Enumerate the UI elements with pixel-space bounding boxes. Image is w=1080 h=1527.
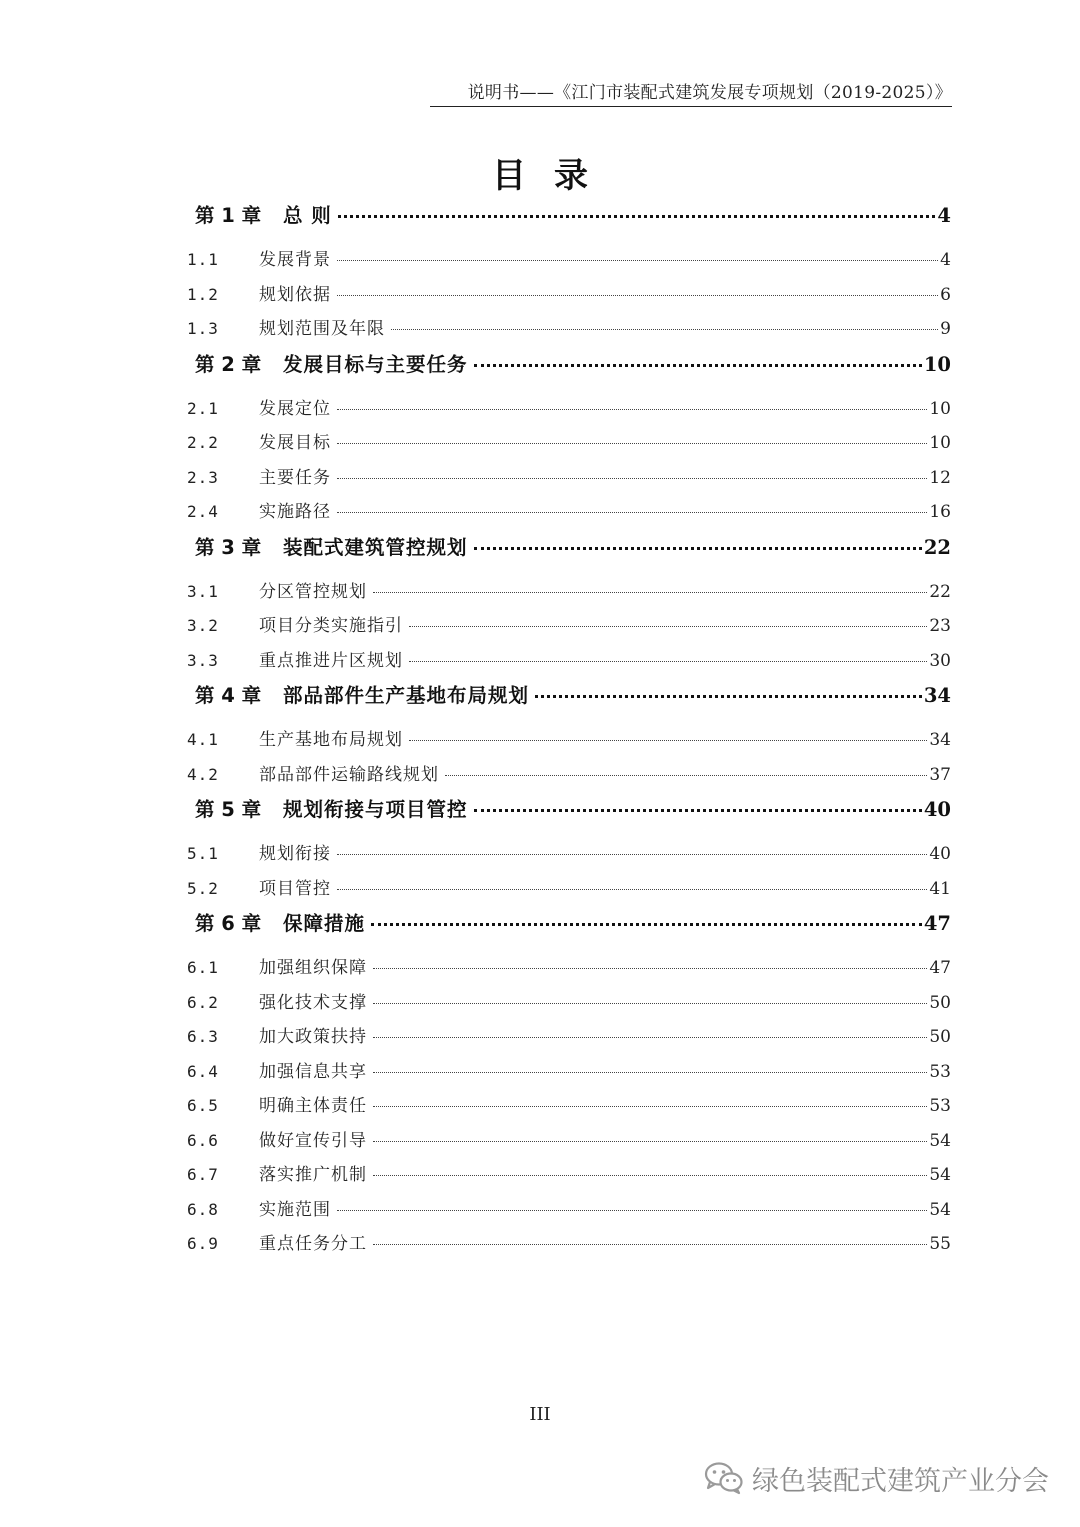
chapter-title: 总 则: [283, 204, 332, 227]
dot-leader: [337, 512, 927, 513]
section-page-number: 53: [929, 1096, 951, 1116]
dot-leader: [337, 854, 927, 855]
section-page-number: 47: [929, 958, 951, 978]
toc-section-entry[interactable]: [187, 646, 951, 681]
section-title: 实施范围: [259, 1199, 331, 1220]
dot-leader: [474, 547, 922, 550]
section-number: 1.2: [187, 284, 219, 304]
chapter-page-number: 47: [923, 912, 951, 935]
dot-leader: [373, 1244, 927, 1245]
section-number: 4.1: [187, 730, 219, 749]
section-page-number: 53: [929, 1061, 951, 1082]
section-page-number: 6: [940, 284, 951, 305]
chapter-title: 装配式建筑管控规划: [283, 535, 468, 559]
section-page-number: 54: [929, 1199, 951, 1220]
section-number: 6.7: [187, 1165, 219, 1184]
toc-section-entry[interactable]: [187, 1160, 951, 1195]
section-title: 明确主体责任: [259, 1096, 367, 1116]
section-title: 项目管控: [259, 878, 331, 899]
section-number: 3.2: [187, 616, 219, 635]
toc-section-entry[interactable]: [187, 245, 951, 280]
toc-section-entry[interactable]: [187, 725, 951, 760]
toc-chapter-entry[interactable]: [187, 794, 951, 839]
toc-section-entry[interactable]: [187, 463, 951, 498]
section-page-number: 50: [929, 992, 951, 1013]
section-number: 6.9: [187, 1234, 219, 1253]
section-title: 落实推广机制: [259, 1165, 367, 1185]
dot-leader: [337, 443, 927, 444]
toc-section-entry[interactable]: [187, 953, 951, 988]
dot-leader: [337, 889, 927, 890]
section-page-number: 12: [929, 467, 951, 488]
section-title: 规划依据: [259, 284, 331, 305]
dot-leader: [409, 661, 927, 662]
toc-section-entry[interactable]: [187, 1022, 951, 1057]
dot-leader: [373, 592, 927, 593]
chapter-number: 第 6 章: [195, 912, 262, 935]
section-number: 2.4: [187, 502, 219, 521]
section-title: 加强组织保障: [259, 958, 367, 978]
section-title: 部品部件运输路线规划: [259, 764, 439, 785]
section-number: 4.2: [187, 764, 219, 784]
chapter-page-number: 40: [923, 798, 951, 821]
section-page-number: 23: [929, 616, 951, 636]
section-title: 项目分类实施指引: [259, 616, 403, 636]
section-title: 规划范围及年限: [259, 319, 385, 339]
chapter-page-number: 10: [923, 352, 951, 376]
section-number: 6.3: [187, 1027, 219, 1046]
section-title: 分区管控规划: [259, 581, 367, 602]
section-page-number: 9: [940, 319, 951, 339]
section-number: 6.8: [187, 1199, 219, 1219]
dot-leader: [337, 1210, 927, 1211]
toc-chapter-entry[interactable]: [187, 680, 951, 725]
section-title: 发展目标: [259, 433, 331, 453]
toc-section-entry[interactable]: [187, 611, 951, 646]
section-page-number: 54: [929, 1165, 951, 1185]
toc-section-entry[interactable]: [187, 428, 951, 463]
watermark-text: 绿色装配式建筑产业分会: [752, 1465, 1049, 1497]
chapter-title: 保障措施: [283, 912, 366, 935]
toc-section-entry[interactable]: [187, 1229, 951, 1264]
toc-section-entry[interactable]: [187, 1126, 951, 1161]
section-page-number: 10: [929, 433, 951, 453]
toc-section-entry[interactable]: [187, 394, 951, 429]
section-page-number: 50: [929, 1027, 951, 1047]
toc-chapter-entry[interactable]: [187, 200, 951, 245]
chapter-page-number: 22: [923, 535, 951, 559]
section-title: 做好宣传引导: [259, 1130, 367, 1151]
toc-section-entry[interactable]: [187, 839, 951, 874]
section-number: 6.1: [187, 958, 219, 977]
document-header: 说明书——《江门市装配式建筑发展专项规划（2019-2025）》: [430, 78, 952, 107]
dot-leader: [409, 740, 927, 741]
section-title: 实施路径: [259, 502, 331, 522]
toc-section-entry[interactable]: [187, 760, 951, 795]
toc-section-entry[interactable]: [187, 988, 951, 1023]
section-page-number: 16: [929, 502, 951, 522]
section-page-number: 30: [929, 650, 951, 671]
chapter-number: 第 5 章: [195, 798, 262, 821]
dot-leader: [474, 809, 922, 812]
chapter-number: 第 1 章: [195, 204, 262, 227]
toc-chapter-entry[interactable]: [187, 532, 951, 577]
toc-chapter-entry[interactable]: [187, 349, 951, 394]
section-page-number: 10: [929, 398, 951, 419]
section-page-number: 37: [929, 764, 951, 785]
dot-leader: [445, 775, 927, 776]
toc-section-entry[interactable]: [187, 314, 951, 349]
toc-section-entry[interactable]: [187, 1195, 951, 1230]
section-title: 生产基地布局规划: [259, 730, 403, 750]
dot-leader: [409, 626, 927, 627]
dot-leader: [474, 364, 922, 367]
dot-leader: [373, 1141, 927, 1142]
dot-leader: [373, 1072, 927, 1073]
section-title: 重点任务分工: [259, 1234, 367, 1254]
chapter-page-number: 34: [923, 684, 951, 707]
chapter-number: 第 3 章: [195, 535, 262, 559]
section-title: 主要任务: [259, 467, 331, 488]
section-number: 6.2: [187, 992, 219, 1012]
section-number: 2.2: [187, 433, 219, 452]
dot-leader: [337, 295, 938, 296]
section-number: 6.6: [187, 1130, 219, 1150]
section-page-number: 40: [929, 844, 951, 864]
chapter-number: 第 4 章: [195, 684, 262, 707]
toc-section-entry[interactable]: [187, 874, 951, 909]
section-number: 6.5: [187, 1096, 219, 1115]
dot-leader: [391, 329, 938, 330]
chapter-title: 部品部件生产基地布局规划: [283, 684, 530, 707]
section-number: 1.3: [187, 319, 219, 338]
dot-leader: [535, 695, 922, 698]
toc-section-entry[interactable]: [187, 1091, 951, 1126]
section-page-number: 22: [929, 581, 951, 602]
section-title: 规划衔接: [259, 844, 331, 864]
toc-section-entry[interactable]: [187, 497, 951, 532]
chapter-page-number: 4: [937, 204, 951, 227]
toc-title: 目录: [492, 156, 616, 196]
section-page-number: 41: [929, 878, 951, 899]
section-number: 3.1: [187, 581, 219, 601]
watermark: [704, 1456, 1049, 1500]
section-page-number: 55: [929, 1234, 951, 1254]
dot-leader: [338, 215, 936, 218]
section-number: 5.1: [187, 844, 219, 863]
dot-leader: [371, 923, 922, 926]
page-number: III: [529, 1404, 551, 1425]
section-page-number: 54: [929, 1130, 951, 1151]
dot-leader: [337, 478, 927, 479]
table-of-contents: [187, 200, 951, 1264]
section-title: 加强信息共享: [259, 1061, 367, 1082]
section-page-number: 34: [929, 730, 951, 750]
section-number: 2.1: [187, 398, 219, 418]
section-title: 强化技术支撑: [259, 992, 367, 1013]
chapter-title: 发展目标与主要任务: [283, 352, 468, 376]
section-number: 6.4: [187, 1061, 219, 1081]
toc-section-entry[interactable]: [187, 280, 951, 315]
dot-leader: [373, 968, 927, 969]
section-number: 2.3: [187, 467, 219, 487]
section-title: 发展定位: [259, 398, 331, 419]
dot-leader: [337, 260, 938, 261]
section-title: 发展背景: [259, 250, 331, 270]
dot-leader: [337, 409, 927, 410]
toc-section-entry[interactable]: [187, 1057, 951, 1092]
chapter-number: 第 2 章: [195, 352, 262, 376]
section-number: 5.2: [187, 878, 219, 898]
section-page-number: 4: [940, 250, 951, 270]
section-title: 重点推进片区规划: [259, 650, 403, 671]
wechat-icon: [704, 1461, 744, 1495]
section-number: 3.3: [187, 650, 219, 670]
section-title: 加大政策扶持: [259, 1027, 367, 1047]
toc-section-entry[interactable]: [187, 577, 951, 612]
dot-leader: [373, 1037, 927, 1038]
dot-leader: [373, 1003, 927, 1004]
dot-leader: [373, 1175, 927, 1176]
chapter-title: 规划衔接与项目管控: [283, 798, 468, 821]
dot-leader: [373, 1106, 927, 1107]
toc-chapter-entry[interactable]: [187, 908, 951, 953]
section-number: 1.1: [187, 250, 219, 269]
